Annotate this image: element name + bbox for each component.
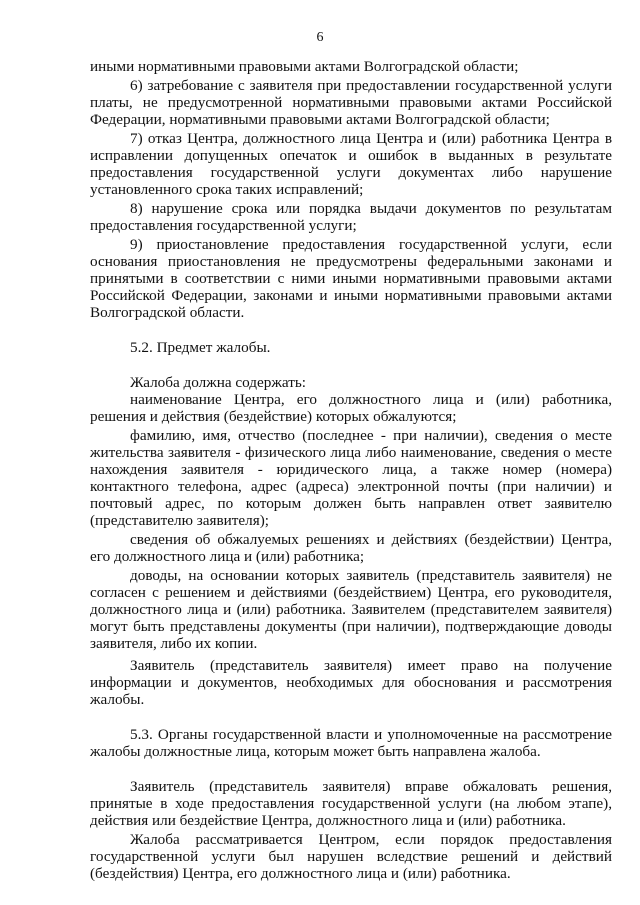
list-item: фамилию, имя, отчество (последнее - при наличии), сведения о месте жительства заявителя - физического лица либо наименование, сведения о месте нахождения заявителя - юридического лица, а также номер (номера) контактного телефона, адрес (адреса) электронной почты (при наличии) и почтовый адрес, по которым должен быть направлен ответ заявителю (представителю заявителя); (90, 427, 612, 529)
list-item: 8) нарушение срока или порядка выдачи документов по результатам предоставления государственной услуги; (90, 200, 612, 234)
section-heading: 5.3. Органы государственной власти и уполномоченные на рассмотрение жалобы должностные лица, которым может быть направлена жалоба. (90, 726, 612, 760)
document-body (90, 58, 612, 882)
list-item: 9) приостановление предоставления государственной услуги, если основания приостановления не предусмотрены федеральными законами и принятыми в соответствии с ними иными нормативными правовыми актами Российской Федерации, законами и иными нормативными правовыми актами Волгоградской области. (90, 236, 612, 321)
section-heading: 5.2. Предмет жалобы. (130, 339, 271, 356)
list-item: 7) отказ Центра, должностного лица Центра и (или) работника Центра в исправлении допущенных опечаток и ошибок в выданных в результате предоставления государственной услуги документах либо нарушение установленного срока таких исправлений; (90, 130, 612, 198)
paragraph: иными нормативными правовыми актами Волгоградской области; (90, 58, 519, 75)
list-item: 6) затребование с заявителя при предоставлении государственной услуги платы, не предусмотренной нормативными правовыми актами Российской Федерации, нормативными правовыми актами Волгоградской области; (90, 77, 612, 128)
paragraph: Жалоба рассматривается Центром, если порядок предоставления государственной услуги был нарушен вследствие решений и действий (бездействия) Центра, его должностного лица и (или) работника. (90, 831, 612, 882)
page-number: 6 (316, 30, 324, 45)
paragraph: Жалоба должна содержать: (130, 374, 306, 391)
list-item: наименование Центра, его должностного лица и (или) работника, решения и действия (бездействие) которых обжалуются; (90, 391, 612, 425)
paragraph: Заявитель (представитель заявителя) имеет право на получение информации и документов, необходимых для обоснования и рассмотрения жалобы. (90, 657, 612, 708)
paragraph: Заявитель (представитель заявителя) вправе обжаловать решения, принятые в ходе предоставления государственной услуги (на любом этапе), действия или бездействие Центра, должностного лица и (или) работника. (90, 778, 612, 829)
list-item: доводы, на основании которых заявитель (представитель заявителя) не согласен с решением и действиями (бездействием) Центра, его руководителя, должностного лица и (или) работника. Заявителем (представителем заявителя) могут быть представлены документы (при наличии), подтверждающие доводы заявителя, либо их копии. (90, 567, 612, 652)
list-item: сведения об обжалуемых решениях и действиях (бездействии) Центра, его должностного лица и (или) работника; (90, 531, 612, 565)
